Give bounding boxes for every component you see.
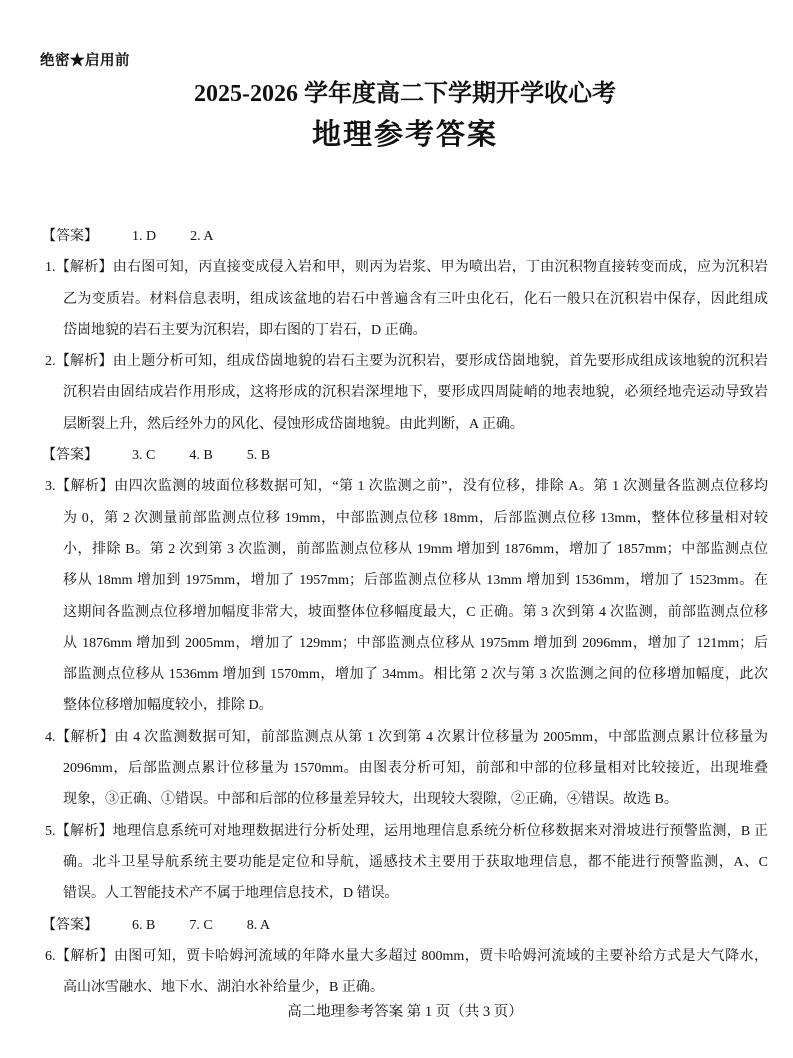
answer-line-6-8: [42, 910, 768, 941]
explanation-line: 乙为变质岩。材料信息表明，组成该盆地的岩石中普遍含有三叶虫化石，化石一般只在沉积岩中保存，因此组成: [63, 291, 768, 307]
explanation-line: 部监测点位移从 1536mm 增加到 1570mm，增加了 34mm。相比第 2 次与第 3 次监测之间的位移增加幅度，此次: [63, 667, 768, 683]
explanation-line: 现象，③正确、①错误。中部和后部的位移量差异较大，出现较大裂隙，②正确，④错误。故选 B。: [63, 792, 678, 808]
explanation-line: 6.【解析】由图可知，贾卡哈姆河流域的年降水量大多超过 800mm，贾卡哈姆河流域的主要补给方式是大气降水，: [45, 948, 768, 964]
explanation-line: 从 1876mm 增加到 2005mm，增加了 129mm；中部监测点位移从 1975mm 增加到 2096mm，增加了 121mm；后: [63, 635, 768, 651]
explanation-paragraph-q4: [42, 722, 768, 816]
explanation-line: 高山冰雪融水、地下水、湖泊水补给量少，B 正确。: [63, 980, 384, 996]
explanation-line: 整体位移增加幅度较小，排除 D。: [63, 698, 273, 714]
answer-item: 1. D: [132, 229, 157, 244]
answer-item: 4. B: [189, 448, 213, 464]
exam-session-title: 2025-2026 学年度高二下学期开学收心考: [194, 81, 616, 107]
explanation-line: 沉积岩由固结成岩作用形成，这将形成的沉积岩深埋地下，要形成四周陡峭的地表地貌，必须经地壳运动导致岩: [63, 385, 768, 401]
explanation-paragraph-q1: [42, 252, 768, 346]
answer-line-3-5: [42, 440, 768, 471]
explanation-line: 2.【解析】由上题分析可知，组成岱崮地貌的岩石主要为沉积岩，要形成岱崮地貌，首先要形成组成该地貌的沉积岩: [45, 354, 768, 370]
explanation-line: 2096mm，后部监测点累计位移量为 1570mm。由图表分析可知，前部和中部的位移量相对比较接近，出现堆叠: [63, 761, 768, 777]
answer-item: 3. C: [132, 448, 156, 464]
explanation-line: 小，排除 B。第 2 次到第 3 次监测，前部监测点位移从 19mm 增加到 1876mm，增加了 1857mm；中部监测点位: [63, 541, 768, 557]
answer-label: 【答案】: [42, 229, 98, 244]
explanation-line: 5.【解析】地理信息系统可对地理数据进行分析处理，运用地理信息系统分析位移数据来对滑坡进行预警监测，B 正: [45, 823, 768, 839]
classification-banner: 绝密★启用前: [40, 53, 130, 69]
explanation-paragraph-q5: [42, 816, 768, 910]
explanation-line: 为 0，第 2 次测量前部监测点位移 19mm，中部监测点位移 18mm，后部监测点位移 13mm，整体位移量相对较: [63, 510, 768, 526]
answer-item: 6. B: [132, 917, 156, 933]
answer-item: 7. C: [189, 917, 213, 933]
explanation-line: 移从 18mm 增加到 1975mm，增加了 1957mm；后部监测点位移从 13mm 增加到 1536mm，增加了 1523mm。在: [63, 573, 768, 589]
answer-label: 【答案】: [42, 917, 98, 933]
answer-line-1-2: [42, 221, 768, 252]
answer-label: 【答案】: [42, 448, 98, 464]
explanation-line: 1.【解析】由右图可知，丙直接变成侵入岩和甲，则丙为岩浆、甲为喷出岩，丁由沉积物直接转变而成，应为沉积岩: [45, 260, 768, 276]
explanation-line: 这期间各监测点位移增加幅度非常大，坡面整体位移幅度最大，C 正确。第 3 次到第 4 次监测，前部监测点位移: [63, 604, 768, 620]
explanation-line: 确。北斗卫星导航系统主要功能是定位和导航，遥感技术主要用于获取地理信息，都不能进行预警监测，A、C: [63, 854, 768, 870]
explanation-paragraph-q2: [42, 346, 768, 440]
explanation-line: 岱崮地貌的岩石主要为沉积岩，即右图的丁岩石，D 正确。: [63, 322, 427, 338]
answer-content: [42, 221, 768, 1003]
answer-item: 2. A: [190, 229, 214, 244]
explanation-line: 层断裂上升，然后经外力的风化、侵蚀形成岱崮地貌。由此判断，A 正确。: [63, 416, 524, 432]
explanation-line: 4.【解析】由 4 次监测数据可知，前部监测点从第 1 次到第 4 次累计位移量为 2005mm，中部监测点累计位移量为: [45, 729, 768, 745]
answer-item: 8. A: [246, 917, 271, 933]
explanation-line: 错误。人工智能技术产不属于地理信息技术，D 错误。: [63, 886, 399, 902]
explanation-line: 3.【解析】由四次监测的坡面位移数据可知，“第 1 次监测之前”，没有位移，排除 A。第 1 次测量各监测点位移均: [45, 479, 768, 495]
explanation-paragraph-q3: [42, 471, 768, 721]
explanation-paragraph-q6: [42, 941, 768, 1004]
page-footer: 高二地理参考答案 第 1 页（共 3 页）: [287, 1004, 523, 1020]
answer-item: 5. B: [246, 448, 271, 464]
answer-key-title: 地理参考答案: [311, 119, 498, 151]
